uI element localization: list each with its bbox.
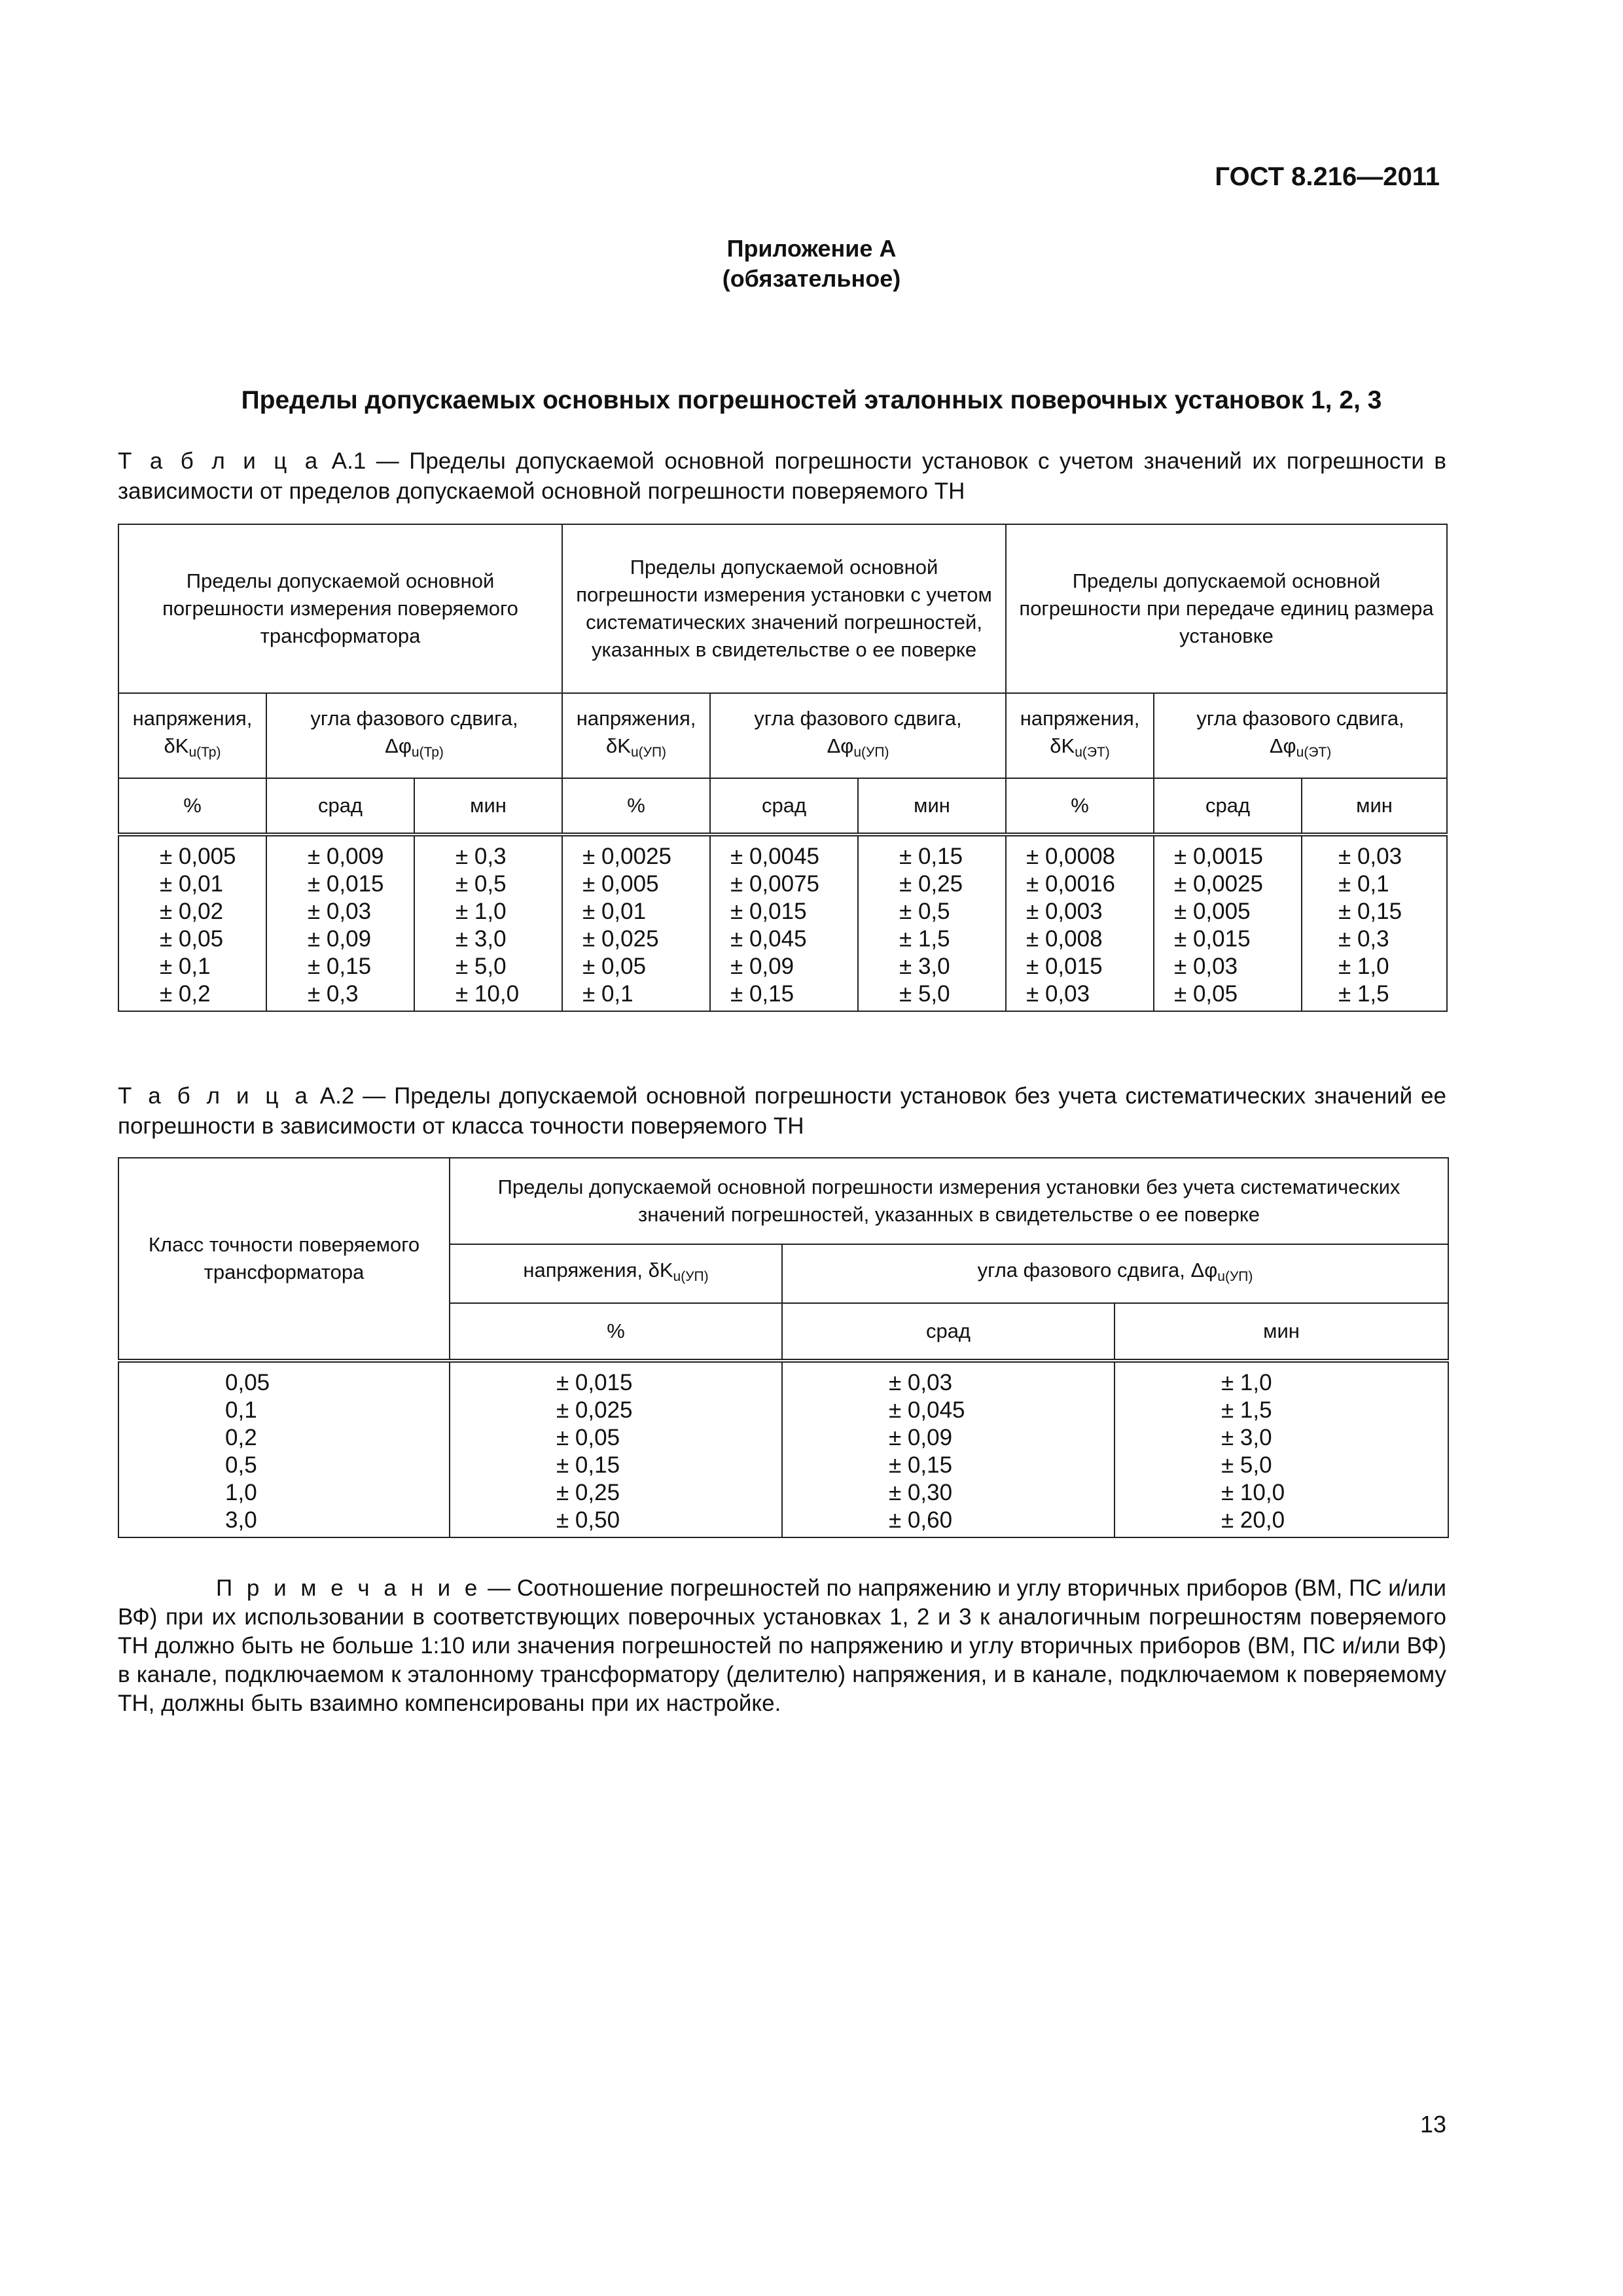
table-a2 <box>118 1157 1449 1538</box>
table1-data-cell <box>710 834 858 1011</box>
page-number: 13 <box>1419 2111 1446 2138</box>
value-cell: ± 0,1 <box>1338 871 1389 897</box>
table2-data-cell <box>450 1361 782 1537</box>
value-cell: ± 0,005 <box>160 844 236 869</box>
table1-angle-header: угла фазового сдвига, $\Delta\varphi_{u(Тр)}$ <box>266 693 562 778</box>
unit-cell: мин <box>414 778 562 834</box>
table1-group-header: Пределы допускаемой основной погрешности измерения поверяемого трансформатора <box>118 524 562 693</box>
value-cell: ± 5,0 <box>899 981 950 1007</box>
table1-data-cell <box>118 834 266 1011</box>
appendix-heading <box>0 234 1623 294</box>
value-cell: ± 1,0 <box>1221 1370 1272 1395</box>
value-cell: ± 0,15 <box>1338 899 1402 924</box>
value-cell: ± 0,025 <box>556 1397 633 1423</box>
value-cell: 3,0 <box>225 1507 257 1533</box>
table2-angle-header: угла фазового сдвига, $\Delta\varphi_{u(УП)}$ <box>782 1244 1448 1303</box>
table1-caption-text: А.1 — Пределы допускаемой основной погрешности установок с учетом значений их погрешности в зависимости от пределов допускаемой основной погрешности поверяемого ТН <box>118 448 1446 504</box>
standard-number: ГОСТ 8.216—2011 <box>1215 162 1440 191</box>
unit-cell: % <box>450 1303 782 1361</box>
value-cell: ± 0,015 <box>1026 954 1103 979</box>
table1-data-cell <box>1154 834 1302 1011</box>
unit-cell: % <box>562 778 710 834</box>
table1-voltage-header: напряжения, $\delta K_{u(ЭТ)}$ <box>1006 693 1154 778</box>
value-cell: ± 0,03 <box>889 1370 953 1395</box>
value-cell: ± 1,5 <box>1221 1397 1272 1423</box>
table1-data-cell <box>562 834 710 1011</box>
value-cell: ± 0,009 <box>308 844 384 869</box>
table1-voltage-header: напряжения, $\delta K_{u(Тр)}$ <box>118 693 266 778</box>
table1-angle-header: угла фазового сдвига, $\Delta\varphi_{u(УП)}$ <box>710 693 1006 778</box>
value-cell: ± 1,5 <box>899 926 950 952</box>
value-cell: ± 20,0 <box>1221 1507 1285 1533</box>
value-cell: ± 0,15 <box>556 1452 620 1478</box>
value-cell: ± 0,09 <box>308 926 372 952</box>
value-cell: ± 0,03 <box>1338 844 1402 869</box>
table2-data-cell <box>1115 1361 1448 1537</box>
value-cell: ± 0,008 <box>1026 926 1103 952</box>
value-cell: ± 0,0075 <box>730 871 820 897</box>
value-cell: ± 0,01 <box>582 899 647 924</box>
value-cell: ± 3,0 <box>1221 1425 1272 1450</box>
value-cell: ± 0,5 <box>899 899 950 924</box>
table1-data-cell <box>266 834 414 1011</box>
value-cell: ± 0,045 <box>730 926 807 952</box>
note-text: — Соотношение погрешностей по напряжению и углу вторичных приборов (ВМ, ПС и/или ВФ) при их использовании в соответствующих поверочных установках 1, 2 и 3 к аналогичным погрешностям поверяемого ТН должно быть не больше 1:10 или значения погрешностей по напряжению и углу вторичных приборов (ВМ, ПС и/или ВФ) в канале, подключаемом к эталонному трансформатору (делителю) напряжения, и в канале, подключаемом к поверяемому ТН, должны быть взаимно компенсированы при их настройке. <box>118 1575 1446 1716</box>
value-cell: ± 0,5 <box>455 871 507 897</box>
table1-data-cell <box>858 834 1006 1011</box>
value-cell: ± 0,05 <box>556 1425 620 1450</box>
value-cell: ± 0,30 <box>889 1480 953 1505</box>
unit-cell: срад <box>1154 778 1302 834</box>
value-cell: ± 10,0 <box>1221 1480 1285 1505</box>
note-prefix: П р и м е ч а н и е <box>216 1575 482 1601</box>
table-a1 <box>118 524 1448 1012</box>
value-cell: ± 0,3 <box>308 981 359 1007</box>
value-cell: ± 0,05 <box>582 954 647 979</box>
value-cell: ± 0,09 <box>889 1425 953 1450</box>
value-cell: ± 0,2 <box>160 981 211 1007</box>
value-cell: ± 0,25 <box>899 871 963 897</box>
value-cell: ± 0,015 <box>730 899 807 924</box>
value-cell: 0,1 <box>225 1397 257 1423</box>
value-cell: ± 1,0 <box>455 899 507 924</box>
value-cell: ± 0,015 <box>1174 926 1251 952</box>
value-cell: 0,5 <box>225 1452 257 1478</box>
value-cell: ± 5,0 <box>455 954 507 979</box>
value-cell: ± 0,03 <box>308 899 372 924</box>
value-cell: ± 0,09 <box>730 954 794 979</box>
value-cell: ± 0,03 <box>1174 954 1238 979</box>
value-cell: ± 3,0 <box>455 926 507 952</box>
value-cell: ± 0,50 <box>556 1507 620 1533</box>
table1-data-row <box>118 834 1447 1011</box>
table1-group-header: Пределы допускаемой основной погрешности измерения установки с учетом систематических значений погрешностей, указанных в свидетельстве о ее поверке <box>562 524 1006 693</box>
value-cell: ± 0,0016 <box>1026 871 1116 897</box>
table2-data-row <box>118 1361 1448 1537</box>
value-cell: ± 1,0 <box>1338 954 1389 979</box>
unit-cell: срад <box>782 1303 1115 1361</box>
value-cell: ± 0,05 <box>160 926 224 952</box>
table2-class-header: Класс точности поверяемого трансформатора <box>118 1158 450 1361</box>
table1-units-row <box>118 778 1447 834</box>
value-cell: ± 0,15 <box>730 981 794 1007</box>
value-cell: ± 0,0015 <box>1174 844 1264 869</box>
table1-data-cell <box>414 834 562 1011</box>
unit-cell: % <box>118 778 266 834</box>
value-cell: 0,05 <box>225 1370 270 1395</box>
value-cell: ± 0,1 <box>160 954 211 979</box>
value-cell: ± 0,15 <box>889 1452 953 1478</box>
table2-group-header: Пределы допускаемой основной погрешности измерения установки без учета систематических значений погрешностей, указанных в свидетельстве о ее поверке <box>450 1158 1448 1244</box>
table2-caption <box>118 1081 1446 1141</box>
value-cell: ± 1,5 <box>1338 981 1389 1007</box>
value-cell: ± 0,02 <box>160 899 224 924</box>
table1-subheader-row <box>118 693 1447 778</box>
unit-cell: мин <box>1115 1303 1448 1361</box>
value-cell: 1,0 <box>225 1480 257 1505</box>
value-cell: ± 0,0045 <box>730 844 820 869</box>
value-cell: 0,2 <box>225 1425 257 1450</box>
unit-cell: срад <box>710 778 858 834</box>
value-cell: ± 0,25 <box>556 1480 620 1505</box>
value-cell: ± 3,0 <box>899 954 950 979</box>
value-cell: ± 0,0008 <box>1026 844 1116 869</box>
value-cell: ± 0,15 <box>308 954 372 979</box>
value-cell: ± 0,05 <box>1174 981 1238 1007</box>
value-cell: ± 0,045 <box>889 1397 965 1423</box>
table2-data-cell <box>782 1361 1115 1537</box>
value-cell: ± 0,3 <box>455 844 507 869</box>
table2-caption-text: А.2 — Пределы допускаемой основной погрешности установок без учета систематических значений ее погрешности в зависимости от класса точности поверяемого ТН <box>118 1083 1446 1139</box>
value-cell: ± 0,15 <box>899 844 963 869</box>
table1-angle-header: угла фазового сдвига, $\Delta\varphi_{u(ЭТ)}$ <box>1154 693 1447 778</box>
value-cell: ± 5,0 <box>1221 1452 1272 1478</box>
table1-group-row <box>118 524 1447 693</box>
value-cell: ± 0,03 <box>1026 981 1090 1007</box>
table-note <box>118 1574 1446 1718</box>
value-cell: ± 10,0 <box>455 981 520 1007</box>
table1-group-header: Пределы допускаемой основной погрешности при передаче единиц размера установке <box>1006 524 1447 693</box>
value-cell: ± 0,0025 <box>582 844 672 869</box>
value-cell: ± 0,003 <box>1026 899 1103 924</box>
value-cell: ± 0,005 <box>1174 899 1251 924</box>
value-cell: ± 0,015 <box>556 1370 633 1395</box>
unit-cell: % <box>1006 778 1154 834</box>
appendix-status: (обязательное) <box>722 265 901 292</box>
value-cell: ± 0,01 <box>160 871 224 897</box>
table1-voltage-header: напряжения, $\delta K_{u(УП)}$ <box>562 693 710 778</box>
value-cell: ± 0,025 <box>582 926 659 952</box>
table2-voltage-header: напряжения, $\delta K_{u(УП)}$ <box>450 1244 782 1303</box>
unit-cell: мин <box>1302 778 1447 834</box>
table1-caption <box>118 446 1446 507</box>
table1-data-cell <box>1302 834 1447 1011</box>
unit-cell: мин <box>858 778 1006 834</box>
value-cell: ± 0,60 <box>889 1507 953 1533</box>
value-cell: ± 0,3 <box>1338 926 1389 952</box>
value-cell: ± 0,005 <box>582 871 659 897</box>
section-title: Пределы допускаемых основных погрешностей эталонных поверочных установок 1, 2, 3 <box>241 386 1382 414</box>
table1-caption-prefix: Т а б л и ц а <box>118 448 322 474</box>
unit-cell: срад <box>266 778 414 834</box>
value-cell: ± 0,015 <box>308 871 384 897</box>
table2-group-row <box>118 1158 1448 1244</box>
table1-data-cell <box>1006 834 1154 1011</box>
table2-caption-prefix: Т а б л и ц а <box>118 1083 312 1109</box>
value-cell: ± 0,0025 <box>1174 871 1264 897</box>
table2-data-cell <box>118 1361 450 1537</box>
appendix-title: Приложение А <box>726 235 897 262</box>
value-cell: ± 0,1 <box>582 981 633 1007</box>
